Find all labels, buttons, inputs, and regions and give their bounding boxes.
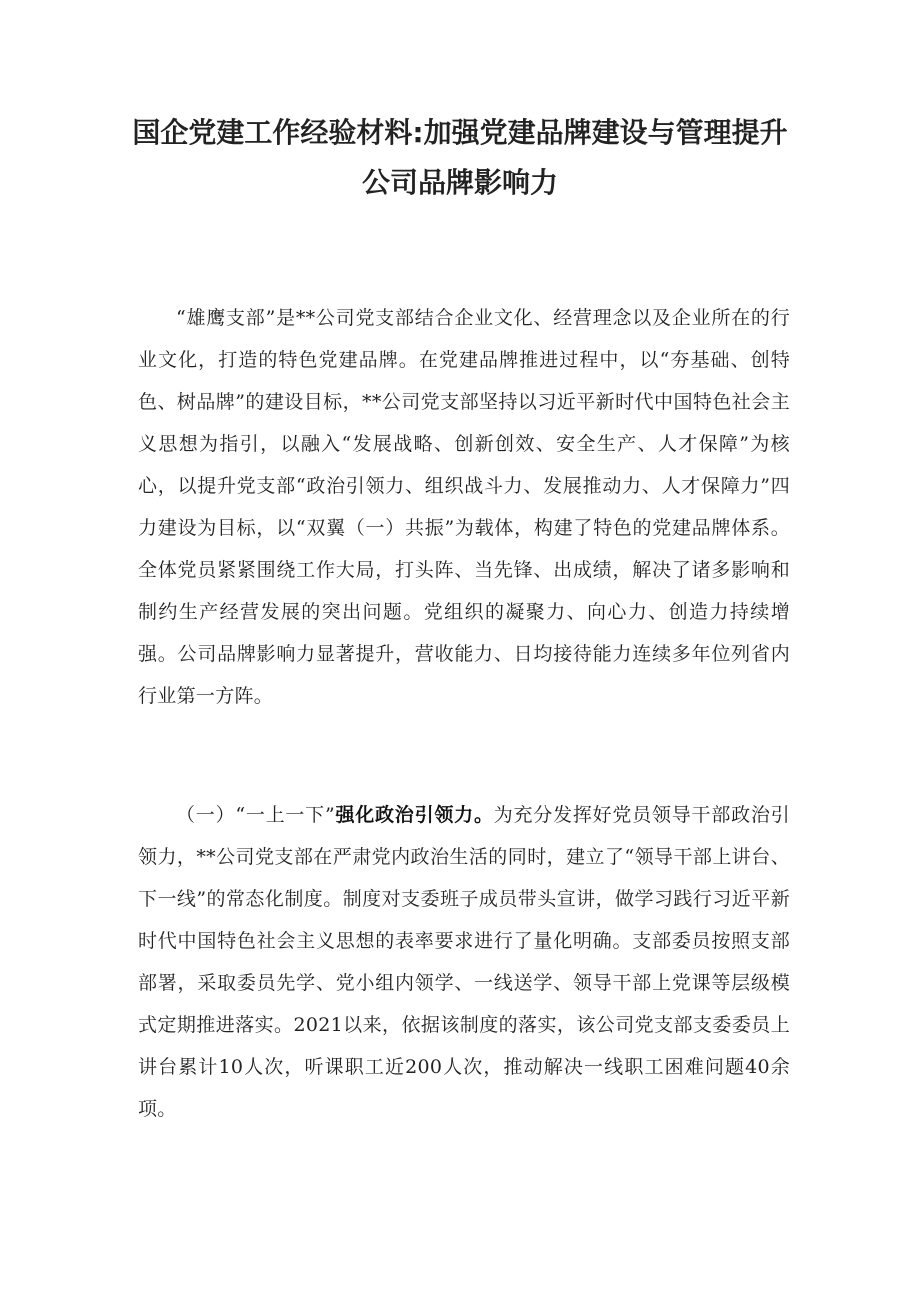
section-1-body: 为充分发挥好党员领导干部政治引领力，**公司党支部在严肃党内政治生活的同时，建立了“领导干部上讲台、下一线”的常态化制度。制度对支委班子成员带头宣讲，做学习践行习近平新时代中国特色社会主义思想的表率要求进行了量化明确。支部委员按照支部部署，采取委员先学、党小组内领学、一线送学、领导干部上党课等层级模式定期推进落实。2021以来，依据该制度的落实，该公司党支部支委委员上讲台累计10人次，听课职工近200人次，推动解决一线职工困难问题40余项。 (138, 804, 790, 1120)
paragraph-section-1 (138, 794, 790, 1130)
section-1-heading: 强化政治引领力。 (334, 804, 494, 826)
paragraph-intro: “雄鹰支部”是**公司党支部结合企业文化、经营理念以及企业所在的行业文化，打造的特色党建品牌。在党建品牌推进过程中，以“夯基础、创特色、树品牌”的建设目标，**公司党支部坚持以习近平新时代中国特色社会主义思想为指引，以融入“发展战略、创新创效、安全生产、人才保障”为核心，以提升党支部“政治引领力、组织战斗力、发展推动力、人才保障力”四力建设为目标，以“双翼（一）共振”为载体，构建了特色的党建品牌体系。全体党员紧紧围绕工作大局，打头阵、当先锋、出成绩，解决了诸多影响和制约生产经营发展的突出问题。党组织的凝聚力、向心力、创造力持续增强。公司品牌影响力显著提升，营收能力、日均接待能力连续多年位列省内行业第一方阵。 (138, 307, 790, 707)
document-title: 国企党建工作经验材料:加强党建品牌建设与管理提升公司品牌影响力 (132, 116, 788, 199)
section-1-prefix: （一）“一上一下” (176, 804, 335, 826)
